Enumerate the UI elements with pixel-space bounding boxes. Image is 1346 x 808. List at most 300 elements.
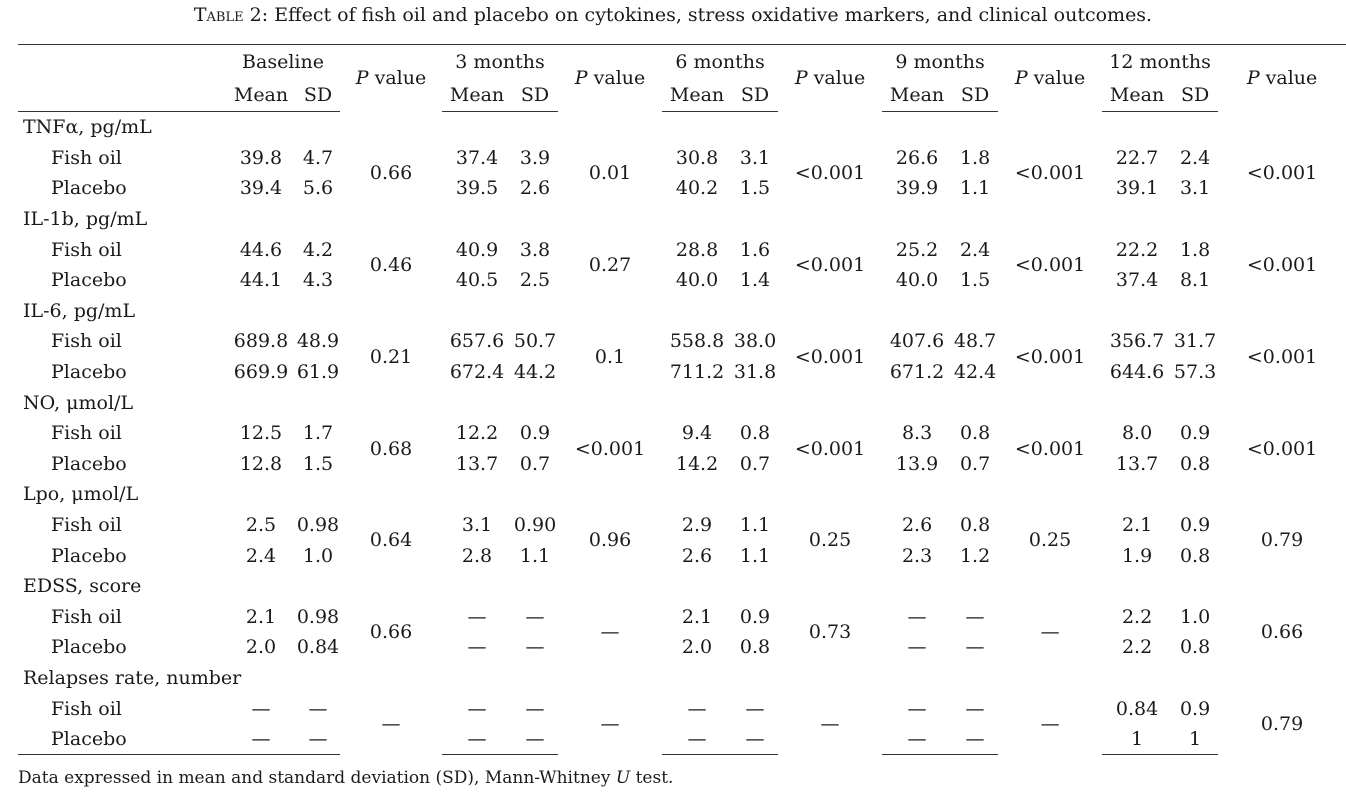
sd-cell: 1.1	[519, 544, 551, 567]
empty-cell	[512, 204, 558, 235]
empty-cell	[882, 663, 952, 694]
empty-cell	[732, 296, 778, 327]
empty-cell	[732, 387, 778, 418]
mean-cell: 26.6	[895, 146, 939, 169]
empty-cell	[778, 387, 882, 418]
header-sd: SD	[296, 78, 340, 112]
sd-cell: 1.0	[302, 544, 334, 567]
sd-cell: 1.8	[1179, 238, 1211, 261]
empty-cell	[442, 571, 512, 602]
table-header	[18, 45, 1346, 112]
pvalue-cell: 0.21	[369, 345, 413, 368]
mean-cell: 2.9	[681, 514, 713, 537]
pvalue-cell: 0.79	[1260, 713, 1304, 736]
table-row	[18, 724, 1346, 755]
empty-cell	[662, 112, 732, 143]
empty-cell	[296, 204, 340, 235]
mean-cell: —	[226, 724, 296, 755]
empty-cell	[732, 571, 778, 602]
header-pvalue: P value	[340, 45, 442, 112]
group-label: Placebo	[51, 452, 127, 475]
pvalue-cell: —	[600, 713, 620, 736]
category-label: TNFα, pg/mL	[23, 116, 152, 139]
mean-cell: 1.9	[1121, 544, 1153, 567]
footnote-italic: U	[615, 768, 631, 788]
header-timepoint: Baseline	[226, 45, 340, 79]
sd-cell: 31.8	[733, 361, 777, 384]
sd-cell: 0.9	[1179, 697, 1211, 720]
empty-cell	[442, 112, 512, 143]
pvalue-cell: 0.96	[588, 529, 632, 552]
header-corner	[18, 45, 226, 79]
mean-cell: 8.0	[1121, 422, 1153, 445]
header-pvalue-p: P	[794, 67, 808, 90]
mean-cell: 39.4	[239, 177, 283, 200]
sd-cell: 1.6	[739, 238, 771, 261]
group-label: Fish oil	[51, 146, 122, 169]
empty-cell	[1218, 479, 1346, 510]
table-row	[18, 357, 1346, 388]
pvalue-cell: —	[1040, 621, 1060, 644]
table-body	[18, 112, 1346, 755]
mean-cell: 0.84	[1115, 697, 1159, 720]
sd-cell: 0.8	[1179, 544, 1211, 567]
pvalue-cell: <0.001	[1246, 345, 1318, 368]
mean-cell: 671.2	[889, 361, 945, 384]
category-row	[18, 296, 1346, 327]
mean-cell: 44.6	[239, 238, 283, 261]
empty-cell	[662, 571, 732, 602]
mean-cell: 672.4	[449, 361, 505, 384]
sd-cell: —	[308, 697, 328, 720]
pvalue-cell: <0.001	[574, 437, 646, 460]
empty-cell	[662, 663, 732, 694]
sd-cell: 4.3	[302, 269, 334, 292]
mean-cell: 14.2	[675, 452, 719, 475]
sd-cell: 0.98	[296, 514, 340, 537]
empty-cell	[226, 479, 296, 510]
header-sd: SD	[732, 78, 778, 112]
empty-cell	[340, 112, 442, 143]
header-pvalue: P value	[558, 45, 662, 112]
pvalue-cell: <0.001	[1014, 345, 1086, 368]
pvalue-cell: —	[820, 713, 840, 736]
category-label: Lpo, μmol/L	[23, 483, 139, 506]
table-row	[18, 693, 1346, 724]
empty-cell	[340, 479, 442, 510]
pvalue-cell: 0.25	[808, 529, 852, 552]
sd-cell: 0.8	[739, 422, 771, 445]
empty-cell	[512, 112, 558, 143]
pvalue-cell: 0.79	[1260, 529, 1304, 552]
sd-cell: 38.0	[733, 330, 777, 353]
empty-cell	[340, 204, 442, 235]
sd-cell: 0.9	[739, 605, 771, 628]
empty-cell	[952, 296, 998, 327]
mean-cell: 689.8	[233, 330, 289, 353]
sd-cell: 61.9	[296, 361, 340, 384]
mean-cell: 37.4	[455, 146, 499, 169]
sd-cell: 0.9	[1179, 514, 1211, 537]
mean-cell: 8.3	[901, 422, 933, 445]
header-pvalue-p: P	[574, 67, 588, 90]
category-label: NO, μmol/L	[23, 391, 134, 414]
pvalue-cell: <0.001	[1246, 162, 1318, 185]
empty-cell	[340, 663, 442, 694]
empty-cell	[296, 296, 340, 327]
sd-cell: 0.84	[296, 636, 340, 659]
sd-cell: 31.7	[1173, 330, 1217, 353]
sd-cell: 42.4	[953, 361, 997, 384]
empty-cell	[1102, 479, 1172, 510]
pvalue-cell: <0.001	[1014, 162, 1086, 185]
mean-cell: 2.1	[245, 605, 277, 628]
empty-cell	[662, 387, 732, 418]
pvalue-cell: 0.25	[1028, 529, 1072, 552]
empty-cell	[226, 387, 296, 418]
sd-cell: 48.9	[296, 330, 340, 353]
empty-cell	[952, 112, 998, 143]
empty-cell	[512, 571, 558, 602]
table-row	[18, 632, 1346, 663]
table-row	[18, 143, 1346, 174]
footnote-post: test.	[630, 768, 674, 788]
mean-cell: 2.0	[245, 636, 277, 659]
mean-cell: —	[907, 636, 927, 659]
sd-cell: —	[732, 724, 778, 755]
group-label: Placebo	[51, 361, 127, 384]
empty-cell	[662, 296, 732, 327]
empty-cell	[558, 112, 662, 143]
sd-cell: 0.8	[959, 514, 991, 537]
category-row	[18, 571, 1346, 602]
group-label: Placebo	[51, 269, 127, 292]
category-row	[18, 387, 1346, 418]
category-row	[18, 663, 1346, 694]
empty-cell	[226, 571, 296, 602]
empty-cell	[778, 204, 882, 235]
pvalue-cell: 0.73	[808, 621, 852, 644]
empty-cell	[558, 479, 662, 510]
empty-cell	[1102, 204, 1172, 235]
mean-cell: 22.7	[1115, 146, 1159, 169]
pvalue-cell: <0.001	[794, 162, 866, 185]
mean-cell: —	[251, 697, 271, 720]
empty-cell	[778, 112, 882, 143]
empty-cell	[882, 571, 952, 602]
empty-cell	[952, 571, 998, 602]
sd-cell: 3.1	[1179, 177, 1211, 200]
sd-cell: 0.9	[519, 422, 551, 445]
empty-cell	[1218, 204, 1346, 235]
mean-cell: —	[467, 605, 487, 628]
sd-cell: —	[965, 605, 985, 628]
pvalue-cell: 0.27	[588, 253, 632, 276]
empty-cell	[952, 204, 998, 235]
sd-cell: 3.8	[519, 238, 551, 261]
empty-cell	[340, 296, 442, 327]
mean-cell: 12.5	[239, 422, 283, 445]
empty-cell	[558, 204, 662, 235]
sd-cell: 4.2	[302, 238, 334, 261]
table-row	[18, 265, 1346, 296]
pvalue-cell: 0.66	[369, 621, 413, 644]
sd-cell: 0.8	[1179, 636, 1211, 659]
empty-cell	[732, 479, 778, 510]
sd-cell: 2.4	[959, 238, 991, 261]
group-label: Fish oil	[51, 238, 122, 261]
sd-cell: 1.5	[959, 269, 991, 292]
sd-cell: 1.8	[959, 146, 991, 169]
empty-cell	[512, 296, 558, 327]
empty-cell	[558, 663, 662, 694]
empty-cell	[1102, 112, 1172, 143]
header-pvalue-p: P	[355, 67, 369, 90]
empty-cell	[512, 479, 558, 510]
sd-cell: —	[525, 636, 545, 659]
header-mean: Mean	[882, 78, 952, 112]
empty-cell	[882, 387, 952, 418]
empty-cell	[1218, 296, 1346, 327]
pvalue-cell: <0.001	[1014, 437, 1086, 460]
sd-cell: 1.1	[739, 514, 771, 537]
empty-cell	[1172, 296, 1218, 327]
empty-cell	[778, 296, 882, 327]
sd-cell: —	[525, 605, 545, 628]
sd-cell: 0.8	[1179, 452, 1211, 475]
empty-cell	[952, 387, 998, 418]
header-mean: Mean	[442, 78, 512, 112]
sd-cell: —	[745, 697, 765, 720]
sd-cell: 0.8	[959, 422, 991, 445]
category-label: IL-6, pg/mL	[23, 299, 136, 322]
empty-cell	[998, 112, 1102, 143]
empty-cell	[1218, 112, 1346, 143]
mean-cell: —	[882, 724, 952, 755]
mean-cell: 1	[1102, 724, 1172, 755]
header-pvalue: P value	[778, 45, 882, 112]
pvalue-cell: 0.01	[588, 162, 632, 185]
empty-cell	[1172, 387, 1218, 418]
empty-cell	[1172, 663, 1218, 694]
group-label: Placebo	[18, 724, 226, 755]
header-timepoint: 3 months	[442, 45, 558, 79]
sd-cell: 1.4	[739, 269, 771, 292]
mean-cell: 2.5	[245, 514, 277, 537]
mean-cell: —	[467, 697, 487, 720]
group-label: Placebo	[51, 636, 127, 659]
table-row	[18, 540, 1346, 571]
empty-cell	[952, 479, 998, 510]
category-row	[18, 479, 1346, 510]
sd-cell: 2.6	[519, 177, 551, 200]
mean-cell: 644.6	[1109, 361, 1165, 384]
empty-cell	[1102, 571, 1172, 602]
sd-cell: 57.3	[1173, 361, 1217, 384]
mean-cell: 22.2	[1115, 238, 1159, 261]
header-timepoint: 9 months	[882, 45, 998, 79]
mean-cell: 28.8	[675, 238, 719, 261]
empty-cell	[732, 204, 778, 235]
pvalue-cell: —	[600, 621, 620, 644]
empty-cell	[442, 387, 512, 418]
empty-cell	[1172, 204, 1218, 235]
header-timepoint: 12 months	[1102, 45, 1218, 79]
sd-cell: 0.7	[959, 452, 991, 475]
table-row	[18, 173, 1346, 204]
mean-cell: 13.9	[895, 452, 939, 475]
header-row-stats	[18, 78, 1346, 112]
pvalue-cell: 0.66	[369, 162, 413, 185]
empty-cell	[442, 204, 512, 235]
header-mean: Mean	[226, 78, 296, 112]
sd-cell: —	[965, 636, 985, 659]
empty-cell	[952, 663, 998, 694]
empty-cell	[998, 571, 1102, 602]
table-caption-label: Table 2:	[193, 4, 269, 26]
mean-cell: 356.7	[1109, 330, 1165, 353]
mean-cell: 39.5	[455, 177, 499, 200]
empty-cell	[662, 204, 732, 235]
mean-cell: 40.9	[455, 238, 499, 261]
empty-cell	[558, 387, 662, 418]
empty-cell	[778, 479, 882, 510]
empty-cell	[732, 663, 778, 694]
empty-cell	[1218, 663, 1346, 694]
table-row	[18, 326, 1346, 357]
empty-cell	[998, 479, 1102, 510]
group-label: Fish oil	[51, 605, 122, 628]
mean-cell: 39.9	[895, 177, 939, 200]
pvalue-cell: 0.66	[1260, 621, 1304, 644]
empty-cell	[1102, 296, 1172, 327]
header-sd: SD	[512, 78, 558, 112]
mean-cell: 30.8	[675, 146, 719, 169]
pvalue-cell: <0.001	[794, 345, 866, 368]
mean-cell: 711.2	[669, 361, 725, 384]
empty-cell	[998, 387, 1102, 418]
empty-cell	[1102, 387, 1172, 418]
mean-cell: 25.2	[895, 238, 939, 261]
table-row	[18, 418, 1346, 449]
table-row	[18, 449, 1346, 480]
empty-cell	[882, 479, 952, 510]
table-footnote	[18, 766, 673, 790]
empty-cell	[512, 387, 558, 418]
mean-cell: 13.7	[455, 452, 499, 475]
mean-cell: —	[907, 697, 927, 720]
pvalue-cell: 0.1	[594, 345, 626, 368]
group-label: Fish oil	[51, 422, 122, 445]
mean-cell: 657.6	[449, 330, 505, 353]
sd-cell: 1.5	[302, 452, 334, 475]
mean-cell: 44.1	[239, 269, 283, 292]
empty-cell	[882, 296, 952, 327]
mean-cell: 2.0	[681, 636, 713, 659]
mean-cell: 3.1	[461, 514, 493, 537]
mean-cell: 669.9	[233, 361, 289, 384]
empty-cell	[1172, 112, 1218, 143]
empty-cell	[778, 571, 882, 602]
sd-cell: 1.0	[1179, 605, 1211, 628]
sd-cell: —	[965, 697, 985, 720]
header-corner-sub	[18, 78, 226, 112]
mean-cell: —	[442, 724, 512, 755]
empty-cell	[558, 571, 662, 602]
category-row	[18, 112, 1346, 143]
empty-cell	[442, 296, 512, 327]
pvalue-cell: <0.001	[1246, 437, 1318, 460]
header-pvalue-p: P	[1014, 67, 1028, 90]
mean-cell: 2.4	[245, 544, 277, 567]
mean-cell: —	[687, 697, 707, 720]
empty-cell	[296, 571, 340, 602]
sd-cell: 0.90	[513, 514, 557, 537]
sd-cell: 2.4	[1179, 146, 1211, 169]
header-mean: Mean	[1102, 78, 1172, 112]
empty-cell	[1102, 663, 1172, 694]
sd-cell: 48.7	[953, 330, 997, 353]
empty-cell	[340, 387, 442, 418]
pvalue-cell: 0.46	[369, 253, 413, 276]
header-pvalue: P value	[998, 45, 1102, 112]
sd-cell: 1.1	[959, 177, 991, 200]
group-label: Fish oil	[51, 330, 122, 353]
sd-cell: 0.7	[519, 452, 551, 475]
pvalue-cell: <0.001	[1246, 253, 1318, 276]
empty-cell	[1218, 571, 1346, 602]
mean-cell: 2.3	[901, 544, 933, 567]
pvalue-cell: <0.001	[794, 437, 866, 460]
empty-cell	[998, 204, 1102, 235]
empty-cell	[662, 479, 732, 510]
group-label: Placebo	[51, 544, 127, 567]
empty-cell	[442, 663, 512, 694]
sd-cell: 0.9	[1179, 422, 1211, 445]
mean-cell: 37.4	[1115, 269, 1159, 292]
sd-cell: 50.7	[513, 330, 557, 353]
results-table	[18, 44, 1346, 755]
sd-cell: 1.7	[302, 422, 334, 445]
sd-cell: —	[952, 724, 998, 755]
header-pvalue-p: P	[1246, 67, 1260, 90]
empty-cell	[1172, 479, 1218, 510]
empty-cell	[882, 112, 952, 143]
table-caption-text: Effect of fish oil and placebo on cytokines, stress oxidative markers, and clinical outcomes.	[274, 4, 1153, 26]
empty-cell	[226, 112, 296, 143]
sd-cell: 44.2	[513, 361, 557, 384]
sd-cell: —	[512, 724, 558, 755]
sd-cell: 0.98	[296, 605, 340, 628]
empty-cell	[340, 571, 442, 602]
empty-cell	[882, 204, 952, 235]
mean-cell: 40.0	[895, 269, 939, 292]
mean-cell: 39.8	[239, 146, 283, 169]
mean-cell: 2.1	[1121, 514, 1153, 537]
sd-cell: 5.6	[302, 177, 334, 200]
pvalue-cell: <0.001	[794, 253, 866, 276]
sd-cell: 1.1	[739, 544, 771, 567]
empty-cell	[998, 296, 1102, 327]
sd-cell: 2.5	[519, 269, 551, 292]
sd-cell: —	[525, 697, 545, 720]
sd-cell: 3.9	[519, 146, 551, 169]
header-timepoint: 6 months	[662, 45, 778, 79]
category-label: EDSS, score	[23, 575, 142, 598]
empty-cell	[558, 296, 662, 327]
header-row-timepoints	[18, 45, 1346, 79]
group-label: Placebo	[51, 177, 127, 200]
